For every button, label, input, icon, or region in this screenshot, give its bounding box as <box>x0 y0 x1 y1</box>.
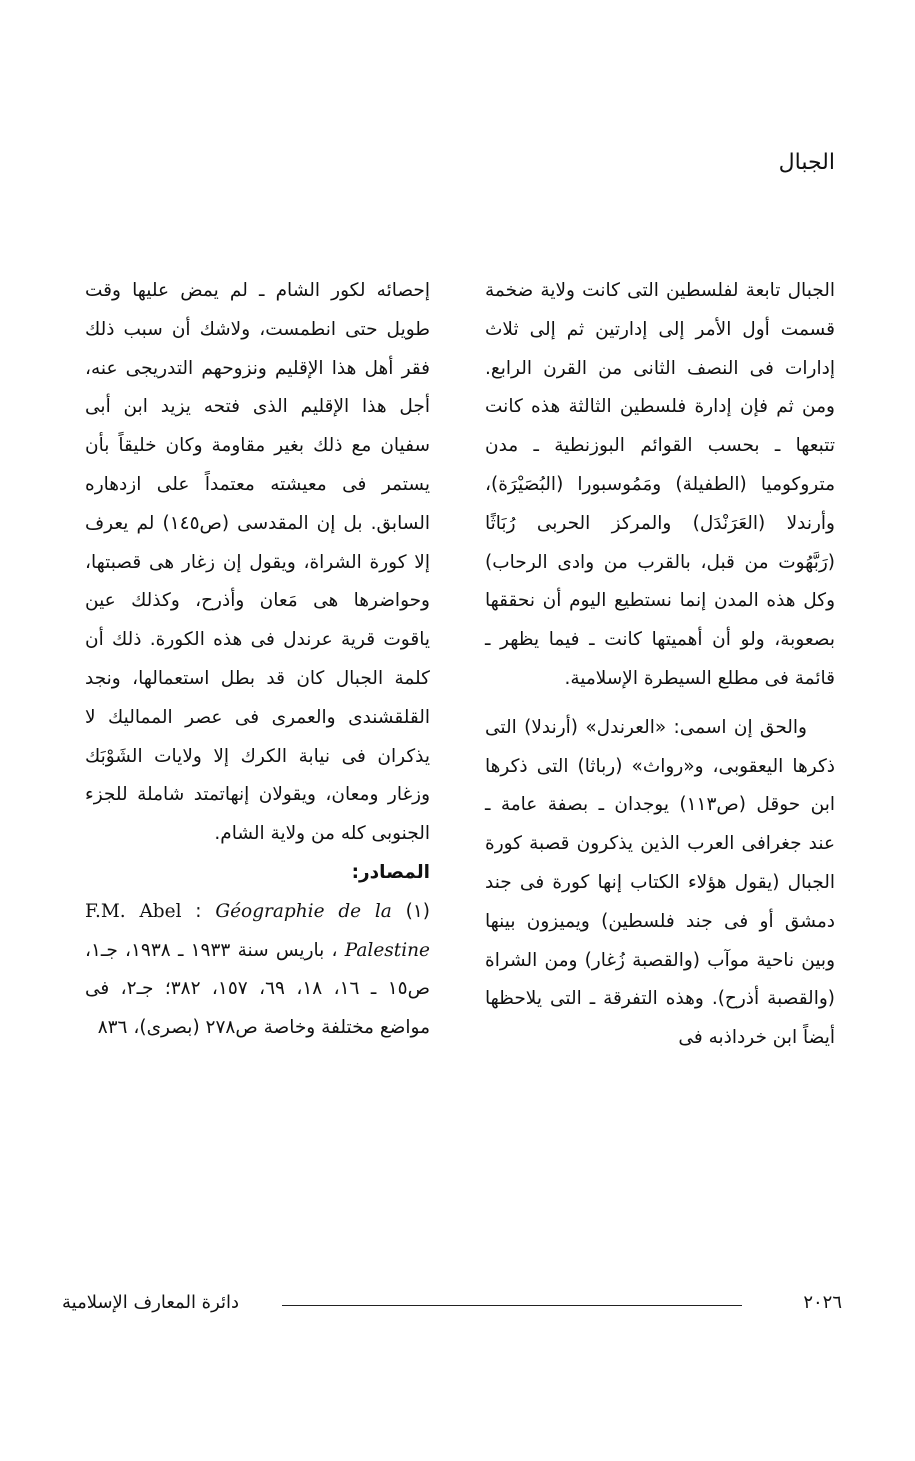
reference-details: ، باريس سنة ١٩٣٣ ـ ١٩٣٨، جـ١، ص١٥ ـ ١٦، ١٨، ٦٩، ١٥٧، ٣٨٢؛ جـ٢، فى مواضع مختلفة وخاصة ص٢٧٨ (بصرى)، ٨٣٦ <box>85 939 430 1039</box>
footer-rule <box>282 1305 742 1306</box>
page-number: ٢٠٢٦ <box>803 1292 842 1313</box>
paragraph: والحق إن اسمى: «العرندل» (أرندلا) التى ذكرها اليعقوبى، و«رواث» (رباثا) التى ذكرها ابن حوقل (ص١١٣) يوجدان ـ بصفة عامة ـ عند جغرافى العرب الذين يذكرون قصبة كورة الجبال (يقول هؤلاء الكتاب إنها كورة فى جند دمشق أو فى جند فلسطين) ويميزون بينها وبين ناحية موآب (والقصبة زُغار) ومن الشراة (والقصبة أذرح). وهذه التفرقة ـ التى يلاحظها أيضاً ابن خرداذبه فى <box>485 716 835 1049</box>
reference-author: F.M. Abel <box>85 900 182 922</box>
paragraph: إحصائه لكور الشام ـ لم يمض عليها وقت طويل حتى انطمست، ولاشك أن سبب ذلك فقر أهل هذا الإقليم ونزوحهم التدريجى عنه، أجل هذا الإقليم الذى فتحه يزيد ابن أبى سفيان مع ذلك بغير مقاومة وكان خليقاً بأن يستمر فى معيشته معتمداً على ازدهاره السابق. بل إن المقدسى (ص١٤٥) لم يعرف إلا كورة الشراة، ويقول إن زغار هى قصبتها، وحواضرها هى مَعان وأذرح، وكذلك عين ياقوت قرية عرندل فى هذه الكورة. ذلك أن كلمة الجبال كان قد بطل استعمالها، ونجد القلقشندى والعمرى فى عصر المماليك لا يذكران فى نيابة الكرك إلا ولايات الشَوْبَك وزغار ومعان، ويقولان إنهاتمتد شاملة للجزء الجنوبى كله من ولاية الشام. <box>85 280 430 845</box>
paragraph: الجبال تابعة لفلسطين التى كانت ولاية ضخمة قسمت أول الأمر إلى إدارتين ثم إلى ثلاث إدارات فى النصف الثانى من القرن الرابع. ومن ثم فإن إدارة فلسطين الثالثة هذه كانت تتبعها ـ بحسب القوائم البوزنطية ـ مدن متروكوميا (الطفيلة) ومَمُوسبورا (البُصَيْرَة)، وأرندلا (العَرَنْدَل) والمركز الحربى رُبَاثًا (رَبَّهُوت من قبل، بالقرب من وادى الرحاب) وكل هذه المدن إنما نستطيع اليوم أن نحققها بصعوبة، ولو أن أهميتها كانت ـ فيما يظهر ـ قائمة فى مطلع السيطرة الإسلامية. <box>485 280 835 689</box>
sources-heading: المصادر: <box>351 861 430 883</box>
reference-number: (١) <box>405 900 431 922</box>
reference-title-part: Géographie de la <box>215 900 392 922</box>
reference-title-part: Palestine <box>344 939 430 961</box>
page-footer <box>62 1292 842 1332</box>
right-column <box>485 272 835 1058</box>
running-header: الجبال <box>778 150 835 175</box>
reference-entry: (١) F.M. Abel : Géographie de la Palestine ، باريس سنة ١٩٣٣ ـ ١٩٣٨، جـ١، ص١٥ ـ ١٦، ١٨، ٦٩، ١٥٧، ٣٨٢؛ جـ٢، فى مواضع مختلفة وخاصة ص٢٧٨ (بصرى)، ٨٣٦ <box>85 900 431 1039</box>
publication-title: دائرة المعارف الإسلامية <box>62 1292 240 1313</box>
left-column <box>85 272 430 1048</box>
